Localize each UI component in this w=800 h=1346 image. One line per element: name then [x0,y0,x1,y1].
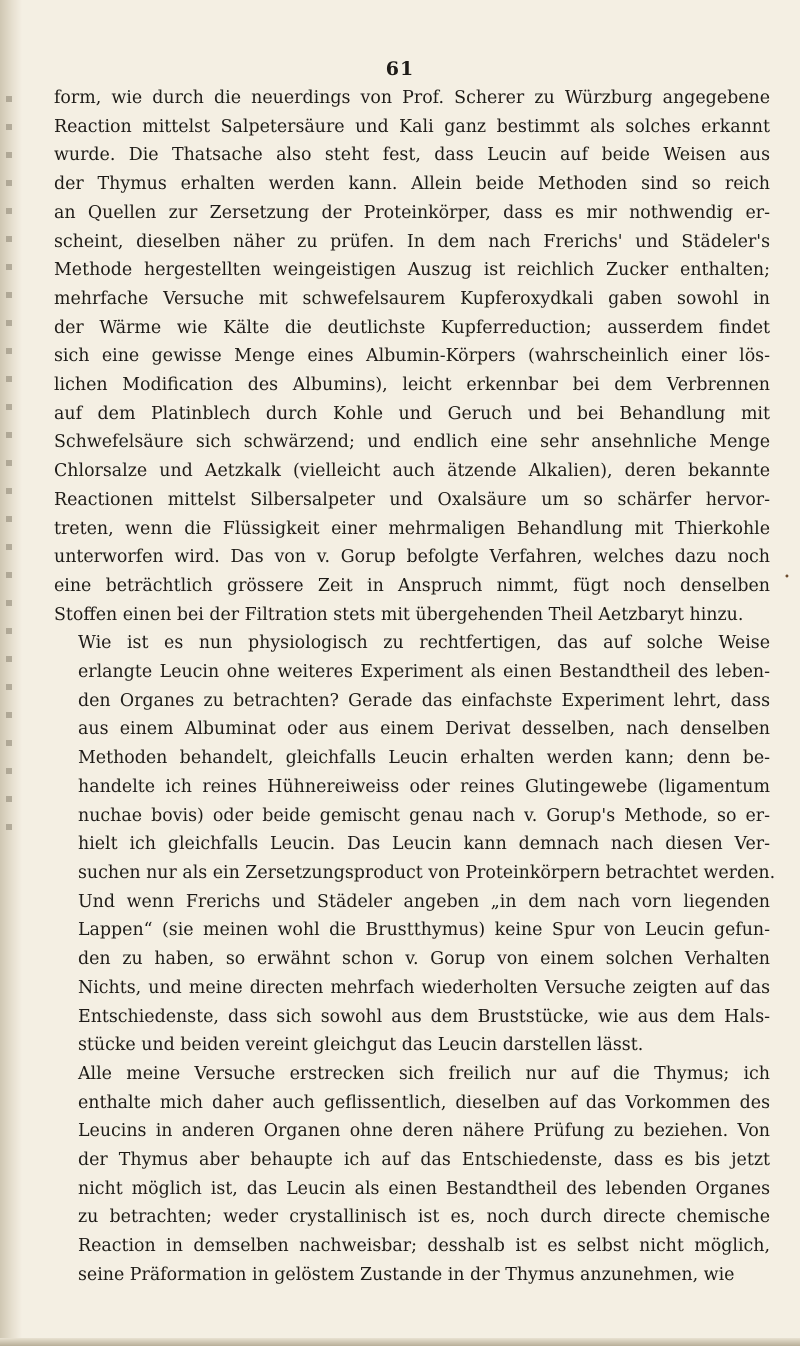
text-line: zu betrachten; weder crystallinisch ist es, noch durch directe chemische [78,1207,770,1228]
text-line: Entschiedenste, dass sich sowohl aus dem Bruststücke, wie aus dem Hals- [78,1006,770,1027]
text-line: Stoffen einen bei der Filtration stets mit übergehenden Theil Aetzbaryt hinzu. [54,604,744,625]
text-line: stücke und beiden vereint gleichgut das Leucin darstellen lässt. [78,1035,644,1056]
binding-gutter [0,0,22,1346]
text-line: der Thymus erhalten werden kann. Allein beide Methoden sind so reich [54,174,770,195]
text-line: nicht möglich ist, das Leucin als einen Bestandtheil des lebenden Organes [78,1178,770,1199]
text-line: Wie ist es nun physiologisch zu rechtfertigen, das auf solche Weise [78,633,770,654]
body-text [54,84,776,1290]
text-line: Reaction in demselben nachweisbar; desshalb ist es selbst nicht möglich, [78,1236,770,1257]
text-line: Chlorsalze und Aetzkalk (vielleicht auch ätzende Alkalien), deren bekannte [54,461,770,482]
paragraph-3 [54,1060,770,1290]
text-line: sich eine gewisse Menge eines Albumin-Körpers (wahrscheinlich einer lös- [54,346,770,367]
text-line: Reactionen mittelst Silbersalpeter und Oxalsäure um so schärfer hervor- [54,489,770,510]
text-line: suchen nur als ein Zersetzungsproduct von Proteinkörpern betrachtet werden. [78,862,776,883]
text-line: Lappen“ (sie meinen wohl die Brustthymus) keine Spur von Leucin gefun- [78,920,770,941]
text-line: den zu haben, so erwähnt schon v. Gorup von einem solchen Verhalten [78,949,770,970]
text-line: mehrfache Versuche mit schwefelsaurem Kupferoxydkali gaben sowohl in [54,288,770,309]
page-number: 61 [385,58,415,80]
text-line: seine Präformation in gelöstem Zustande in der Thymus anzunehmen, wie [78,1264,735,1285]
text-line: nuchae bovis) oder beide gemischt genau nach v. Gorup's Methode, so er- [78,805,770,826]
text-line: der Wärme wie Kälte die deutlichste Kupferreduction; ausserdem findet [54,317,770,338]
text-line: an Quellen zur Zersetzung der Proteinkörper, dass es mir nothwendig er- [54,202,770,223]
paragraph-1 [54,84,770,629]
text-line: Methode hergestellten weingeistigen Auszug ist reichlich Zucker enthalten; [54,260,770,281]
text-line: handelte ich reines Hühnereiweiss oder reines Glutingewebe (ligamentum [78,776,770,797]
text-line: form, wie durch die neuerdings von Prof. Scherer zu Würzburg angegebene [54,88,770,108]
text-line: aus einem Albuminat oder aus einem Derivat desselben, nach denselben [78,719,770,740]
text-line: unterworfen wird. Das von v. Gorup befolgte Verfahren, welches dazu noch [54,547,770,568]
paragraph-2 [54,629,776,1060]
page-bottom-edge [0,1338,800,1346]
text-line: erlangte Leucin ohne weiteres Experiment als einen Bestandtheil des leben- [78,662,770,683]
text-line: Methoden behandelt, gleichfalls Leucin erhalten werden kann; denn be- [78,748,770,769]
text-line: Leucins in anderen Organen ohne deren nähere Prüfung zu beziehen. Von [78,1121,770,1142]
text-line: wurde. Die Thatsache also steht fest, dass Leucin auf beide Weisen aus [54,145,770,166]
text-line: Nichts, und meine directen mehrfach wiederholten Versuche zeigten auf das [78,977,770,998]
text-line: der Thymus aber behaupte ich auf das Entschiedenste, dass es bis jetzt [78,1150,770,1171]
text-line: scheint, dieselben näher zu prüfen. In dem nach Frerichs' und Städeler's [54,231,770,252]
binding-edge-marks [6,96,12,836]
text-line: enthalte mich daher auch geflissentlich, dieselben auf das Vorkommen des [78,1092,770,1113]
text-line: treten, wenn die Flüssigkeit einer mehrmaligen Behandlung mit Thierkohle [54,518,770,539]
margin-mark: • [784,572,790,583]
text-line: hielt ich gleichfalls Leucin. Das Leucin kann demnach nach diesen Ver- [78,834,770,855]
text-line: auf dem Platinblech durch Kohle und Geruch und bei Behandlung mit [54,403,770,424]
text-line: Schwefelsäure sich schwärzend; und endlich eine sehr ansehnliche Menge [54,432,770,453]
text-line: Reaction mittelst Salpetersäure und Kali ganz bestimmt als solches erkannt [54,116,770,137]
text-line: lichen Modification des Albumins), leicht erkennbar bei dem Verbrennen [54,375,770,396]
text-line: eine beträchtlich grössere Zeit in Anspruch nimmt, fügt noch denselben [54,575,770,596]
text-line: den Organes zu betrachten? Gerade das einfachste Experiment lehrt, dass [78,690,770,711]
text-line: Alle meine Versuche erstrecken sich freilich nur auf die Thymus; ich [78,1063,770,1084]
text-line: Und wenn Frerichs und Städeler angeben „in dem nach vorn liegenden [78,891,770,912]
